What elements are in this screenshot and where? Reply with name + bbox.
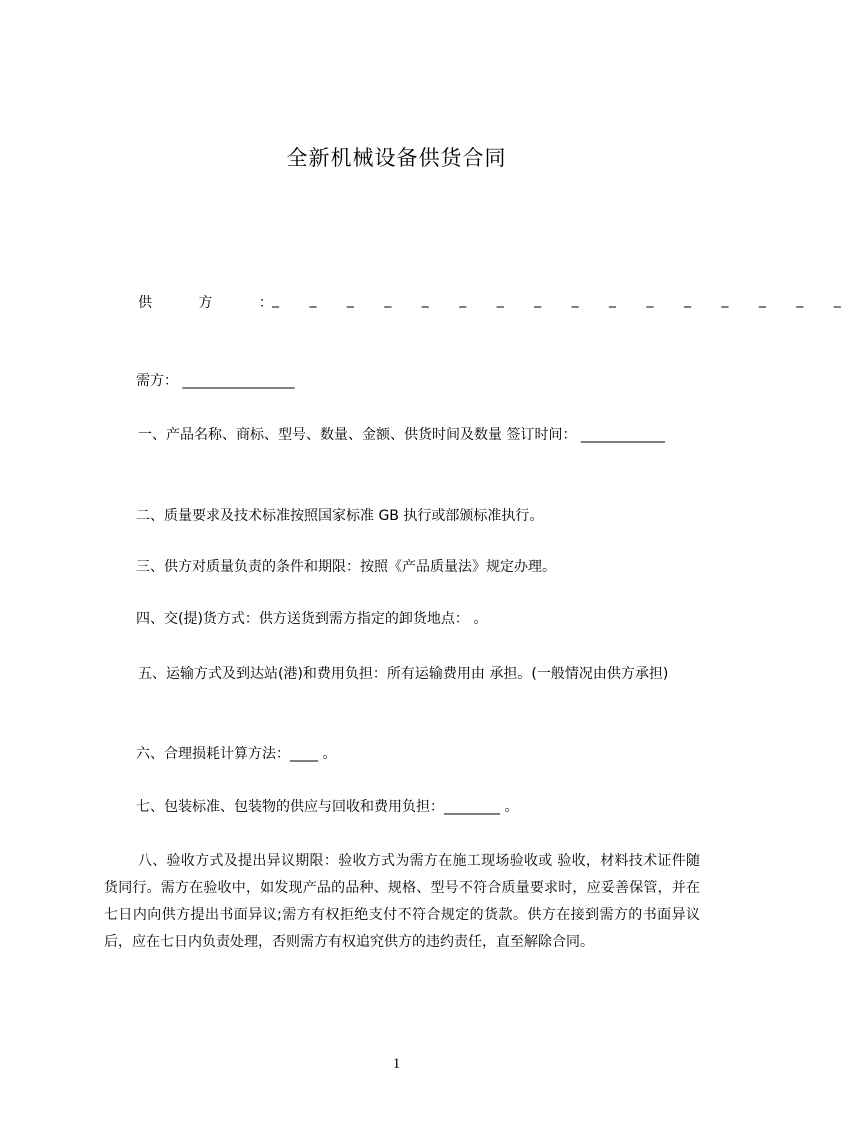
supplier-blank: _ _ _ _ _ _ _ _ _ _ _ _ _ _ _ _ — [272, 292, 854, 308]
clause-7: 七、包装标准、包装物的供应与回收和费用负担：________ 。 — [136, 799, 519, 815]
buyer-line: 需方： ________________ — [136, 373, 295, 389]
supplier-label: 供 方 ： — [138, 295, 294, 311]
clause-1: 一、产品名称、商标、型号、数量、金额、供货时间及数量 签订时间： ____________ — [138, 427, 665, 443]
clause-5: 五、运输方式及到达站(港)和费用负担：所有运输费用由 承担。(一般情况由供方承担) — [138, 666, 669, 682]
clause-3: 三、供方对质量负责的条件和期限：按照《产品质量法》规定办理。 — [136, 559, 556, 575]
clause-4: 四、交(提)货方式：供方送货到需方指定的卸货地点： 。 — [136, 611, 488, 627]
document-title: 全新机械设备供货合同 — [286, 146, 507, 170]
page-number: 1 — [392, 1056, 401, 1072]
clause-6: 六、合理损耗计算方法：____ 。 — [136, 746, 337, 762]
clause-8: 八、验收方式及提出异议期限：验收方式为需方在施工现场验收或 验收，材料技术证件随货同行。需方在验收中，如发现产品的品种、规格、型号不符合质量要求时，应妥善保管，并在七日内向供方提出书面异议;需方有权拒绝支付不符合规定的货款。供方在接到需方的书面异议后，应在七日内负责处理，否则需方有权追究供方的违约责任，直至解除合同。 — [104, 853, 700, 950]
clause-2: 二、质量要求及技术标准按照国家标准 GB 执行或部颁标准执行。 — [136, 508, 544, 524]
